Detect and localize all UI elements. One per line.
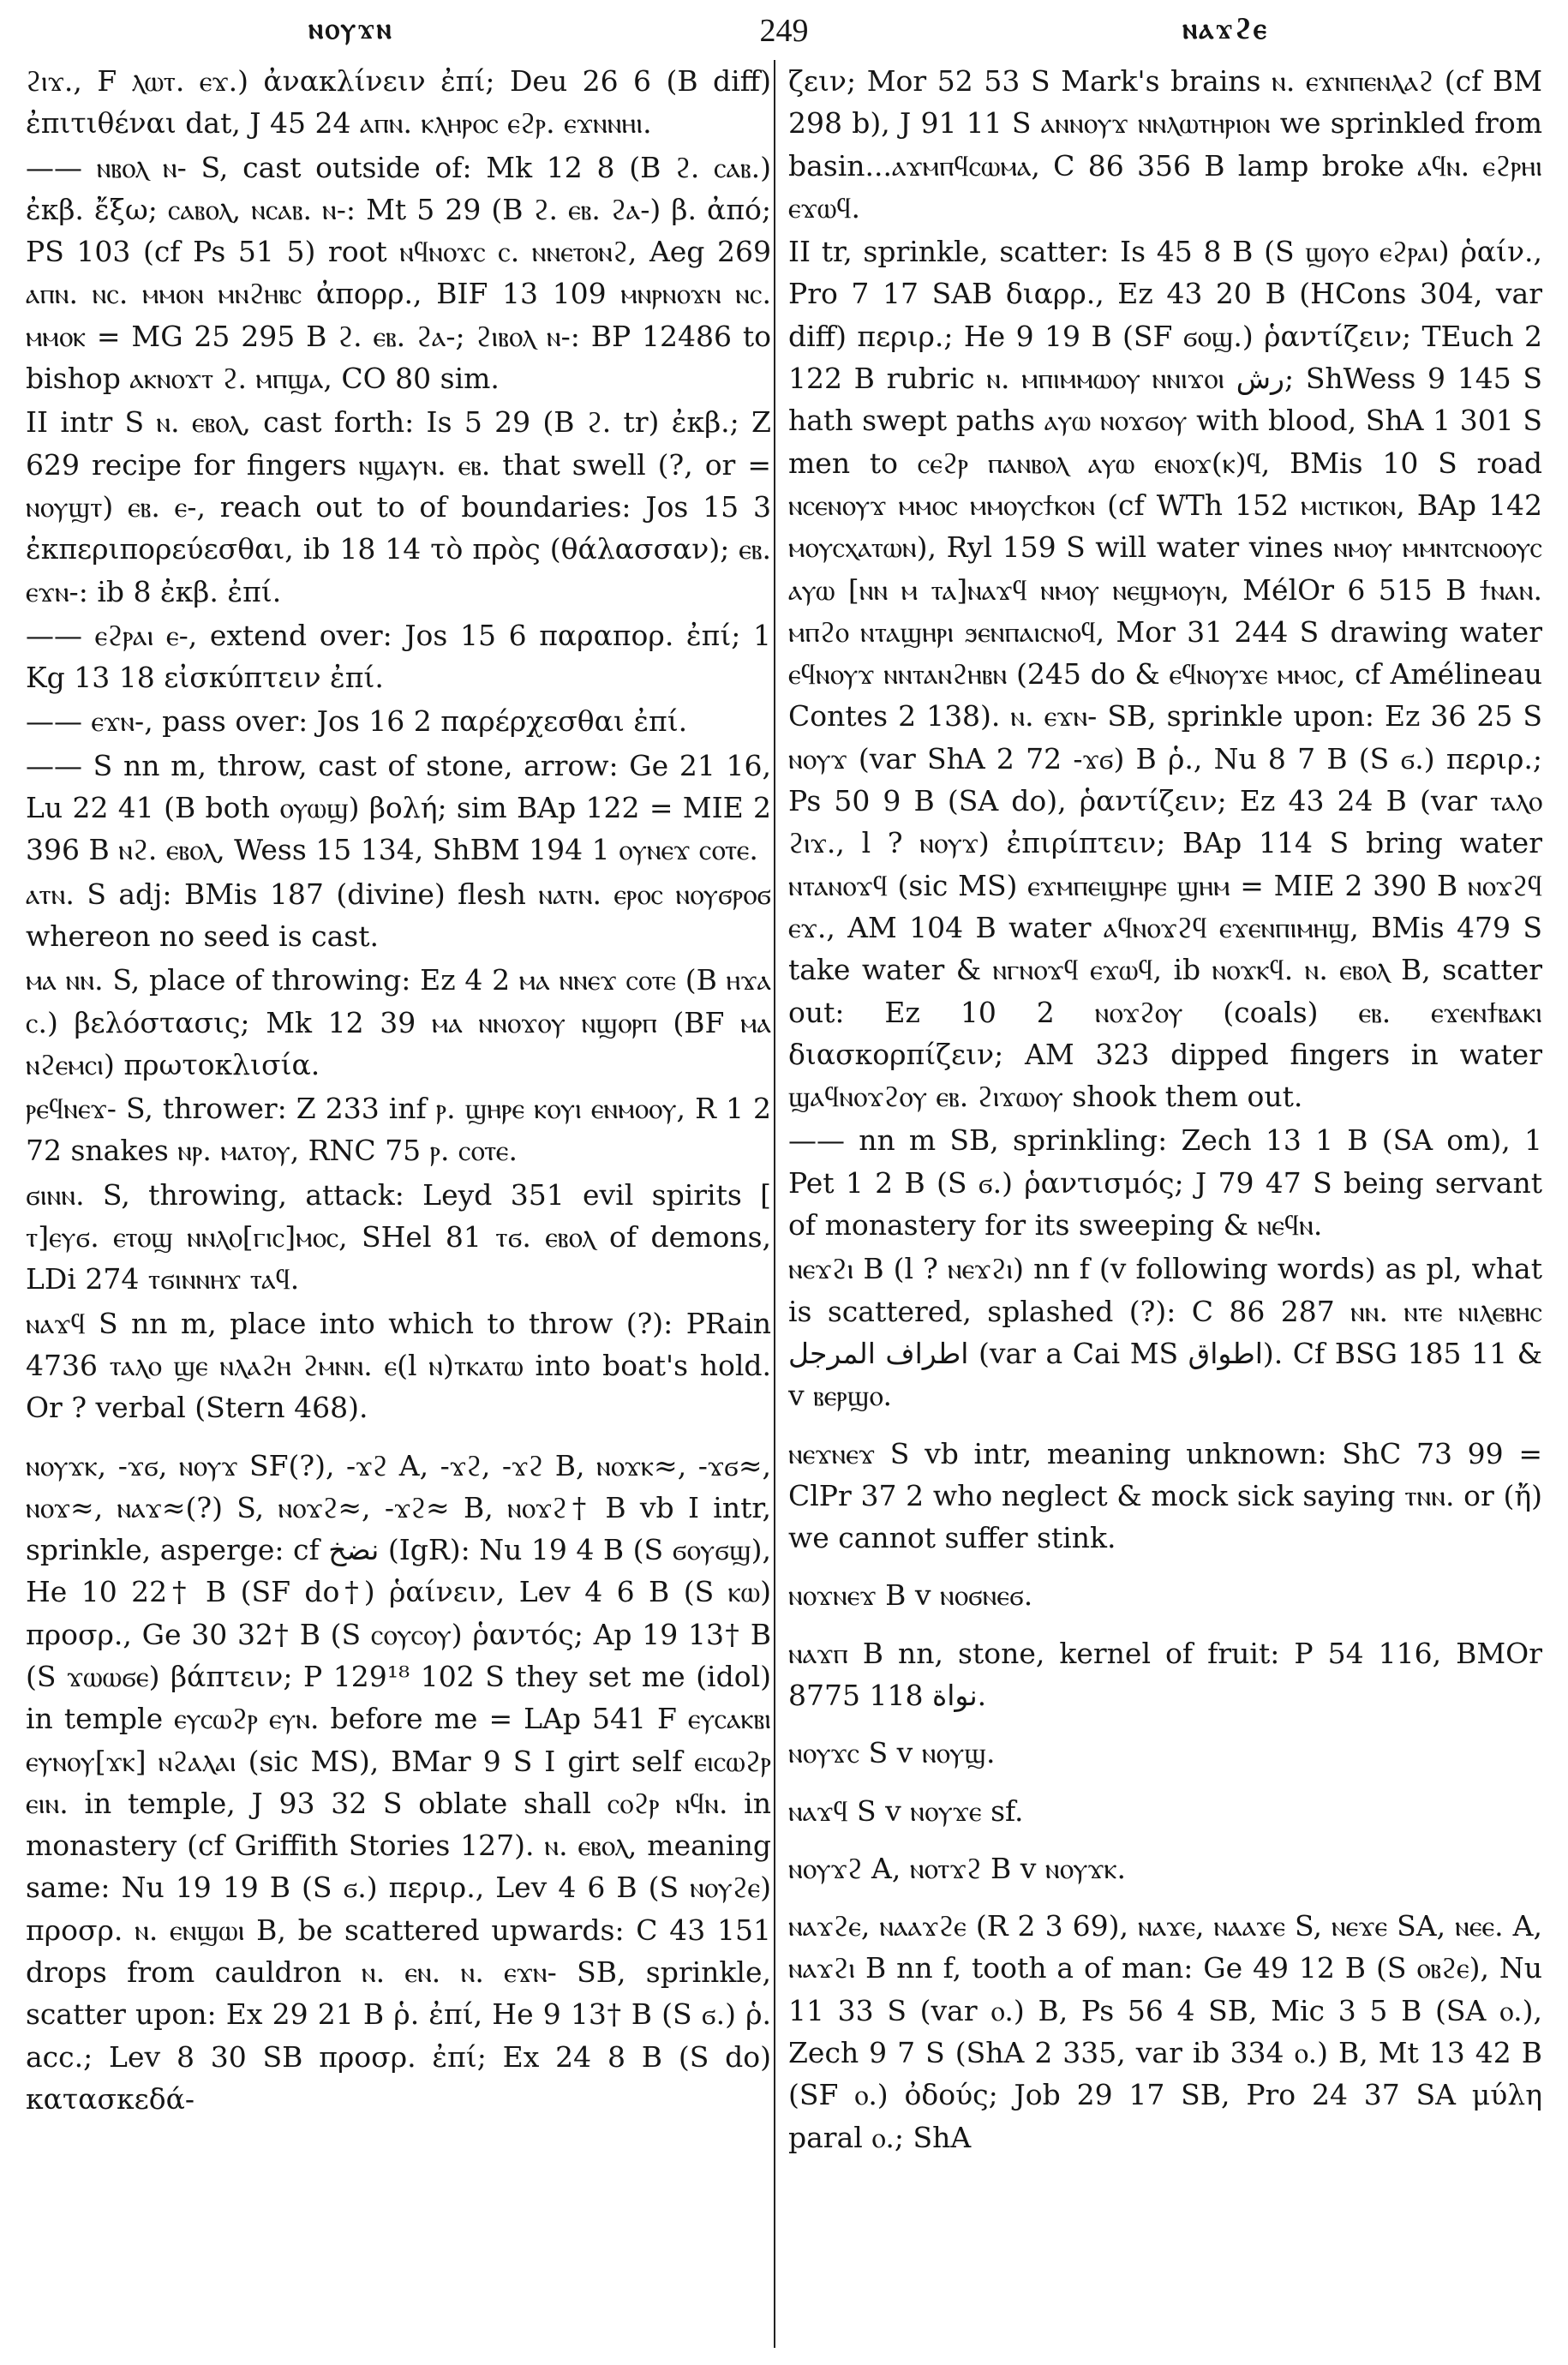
right-column (788, 60, 1542, 2356)
entry-paragraph: ζειν; Mor 52 53 S Mark's brains ⲛ. ⲉϫⲛⲡⲉⲛⲗⲁϩ (cf BM 298 b), J 91 11 S ⲁⲛⲛⲟⲩϫ ⲛⲛⲗⲱⲧⲏⲣⲓⲟⲛ we sprinkled from basin...ⲁϫⲙⲡϥⲥⲱⲙⲁ, C 86 356 B lamp broke ⲁϥⲛ. ⲉϩⲣⲏⲓ ⲉϫⲱϥ. (788, 64, 1542, 225)
entry-paragraph: ⲙⲁ ⲛⲛ. S, place of throwing: Ez 4 2 ⲙⲁ ⲛⲛⲉϫ ⲥⲟⲧⲉ (B ⲏϫⲁ ⲥ.) βελόστασις; Mk 12 39 ⲙⲁ ⲛⲛⲟϫⲟⲩ ⲛϣⲟⲣⲡ (BF ⲙⲁ ⲛϩⲉⲙⲥⲓ) πρωτοκλισία. (26, 963, 771, 1081)
entry-headword-paragraph: ⲛⲁϫϩⲉ, ⲛⲁⲁϫϩⲉ (R 2 3 69), ⲛⲁϫⲉ, ⲛⲁⲁϫⲉ S, ⲛⲉϫⲉ SA, ⲛⲉⲉ. A, ⲛⲁϫϩⲓ B nn f, tooth a of man: Ge 49 12 B (S ⲟⲃϩⲉ), Nu 11 33 S (var ⲟ.) B, Ps 56 4 SB, Mic 3 5 B (SA ⲟ.), Zech 9 7 S (ShA 2 335, var ib 334 ⲟ.) B, Mt 13 42 B (SF ⲟ.) ὀδούς; Job 29 17 SB, Pro 24 37 SA μύλη paral ⲟ.; ShA (788, 1909, 1542, 2154)
entry-paragraph: —— ⲉϩⲣⲁⲓ ⲉ-, extend over: Jos 15 6 παραπορ. ἐπί; 1 Kg 13 18 εἰσκύπτειν ἐπί. (26, 618, 771, 695)
entry-paragraph: ϩⲓϫ., F ⲗⲱⲧ. ⲉϫ.) ἀνακλίνειν ἐπί; Deu 26 6 (B diff) ἐπιτιθέναι dat, J 45 24 ⲁⲡⲛ. ⲕⲗⲏⲣⲟⲥ ⲉϩⲣ. ⲉϫⲛⲛⲏⲓ. (26, 64, 771, 141)
page-header (26, 9, 1542, 50)
entry-crossref: ⲛⲟϫⲛⲉϫ B v ⲛⲟϭⲛⲉϭ. (788, 1578, 1033, 1613)
left-column (26, 60, 771, 2356)
running-head-left: ⲛⲟⲩϫⲛ (308, 14, 393, 45)
entry-crossref: ⲛⲟⲩϫⲥ S v ⲛⲟⲩϣ. (788, 1736, 996, 1770)
entry-paragraph: ⲁⲧⲛ. S adj: BMis 187 (divine) flesh ⲛⲁⲧⲛ. ⲉⲣⲟⲥ ⲛⲟⲩϭⲣⲟϭ whereon no seed is cast. (26, 877, 771, 953)
entry-paragraph: ⲛⲉϫϩⲓ B (l ? ⲛⲉϫϩⲓ) nn f (v following words) as pl, what is scattered, splashed (?): C 86 287 ⲛⲛ. ⲛⲧⲉ ⲛⲓⲗⲉⲃⲏⲥ اطراف المرجل (var a Cai MS اطواق). Cf BSG 185 11 & v ⲃⲉⲣϣⲟ. (788, 1252, 1542, 1413)
entry-paragraph: II intr S ⲛ. ⲉⲃⲟⲗ, cast forth: Is 5 29 (B ϩ. tr) ἐκβ.; Z 629 recipe for fingers ⲛϣⲁⲩⲛ. ⲉⲃ. that swell (?, or = ⲛⲟⲩϣⲧ) ⲉⲃ. ⲉ-, reach out to of boundaries: Jos 15 3 ἐκπεριπορεύεσθαι, ib 18 14 τὸ πρὸς (θάλασσαν); ⲉⲃ. ⲉϫⲛ-: ib 8 ἐκβ. ἐπί. (26, 405, 771, 608)
column-divider (774, 60, 775, 2348)
entry-headword-paragraph: ⲛⲉϫⲛⲉϫ S vb intr, meaning unknown: ShC 73 99 = ClPr 37 2 who neglect & mock sick saying ⲧⲛⲛ. or (ἤ) we cannot suffer stink. (788, 1436, 1542, 1555)
entry-paragraph: —— S nn m, throw, cast of stone, arrow: Ge 21 16, Lu 22 41 (B both ⲟⲩⲱϣ) βολή; sim BAp 122 = MIE 2 396 B ⲛϩ. ⲉⲃⲟⲗ, Wess 15 134, ShBM 194 1 ⲟⲩⲛⲉϫ ⲥⲟⲧⲉ. (26, 748, 771, 867)
entry-paragraph: —— nn m SB, sprinkling: Zech 13 1 B (SA om), 1 Pet 1 2 B (S ϭ.) ῥαντισμός; J 79 47 S being servant of monastery for its sweeping & ⲛⲉϥⲛ. (788, 1123, 1542, 1242)
entry-paragraph: ⲣⲉϥⲛⲉϫ- S, thrower: Z 233 inf ⲣ. ϣⲏⲣⲉ ⲕⲟⲩⲓ ⲉⲛⲙⲟⲟⲩ, R 1 2 72 snakes ⲛⲣ. ⲙⲁⲧⲟⲩ, RNC 75 ⲣ. ⲥⲟⲧⲉ. (26, 1092, 771, 1168)
entry-headword-paragraph: ⲛⲟⲩϫⲕ, -ϫϭ, ⲛⲟⲩϫ SF(?), -ϫϩ A, -ϫϩ, -ϫϩ B, ⲛⲟϫⲕ≈, -ϫϭ≈, ⲛⲟϫ≈, ⲛⲁϫ≈(?) S, ⲛⲟϫϩ≈, -ϫϩ≈ B, ⲛⲟϫϩ† B vb I intr, sprinkle, asperge: cf ﻧﻀﺦ (IgR): Nu 19 4 B (S ϭⲟⲩϭϣ), He 10 22† B (SF do†) ῥαίνειν, Lev 4 6 B (S ⲕⲱ) προσρ., Ge 30 32† B (S ⲥⲟⲩⲥⲟⲩ) ῥαντός; Ap 19 13† B (S ϫⲱⲱϭⲉ) βάπτειν; P 129¹⁸ 102 S they set me (idol) in temple ⲉⲩⲥⲱϩⲣ ⲉⲩⲛ. before me = LAp 541 F ⲉⲩⲥⲁⲕⲃⲓ ⲉⲩⲛⲟⲩ[ϫⲕ] ⲛϩⲁⲗⲁⲓ (sic MS), BMar 9 S I girt self ⲉⲓⲥⲱϩⲣ ⲉⲓⲛ. in temple, J 93 32 S oblate shall ⲥⲟϩⲣ ⲛϥⲛ. in monastery (cf Griffith Stories 127). ⲛ. ⲉⲃⲟⲗ, meaning same: Nu 19 19 B (S ϭ.) περιρ., Lev 4 6 B (S ⲛⲟⲩϩⲉ) προσρ. ⲛ. ⲉⲛϣⲱⲓ B, be scattered upwards: C 43 151 drops from cauldron ⲛ. ⲉⲛ. ⲛ. ⲉϫⲛ- SB, sprinkle, scatter upon: Ex 29 21 B ῥ. ἐπί, He 9 13† B (S ϭ.) ῥ. acc.; Lev 8 30 SB προσρ. ἐπί; Ex 24 8 B (S do) κατασκεδά- (26, 1448, 771, 2116)
entry-headword-paragraph: ⲛⲁϫⲡ B nn, stone, kernel of fruit: P 54 116, BMOr 8775 118 نواة. (788, 1636, 1542, 1712)
running-head-right: ⲛⲁϫϩⲉ (1182, 14, 1268, 45)
entry-crossref: ⲛⲟⲩϫϩ A, ⲛⲟⲧϫϩ B v ⲛⲟⲩϫⲕ. (788, 1851, 1127, 1885)
entry-paragraph: ϭⲓⲛⲛ. S, throwing, attack: Leyd 351 evil spirits [ ⲧ]ⲉⲩϭ. ⲉⲧⲟϣ ⲛⲛⲗⲟ[ⲅⲓⲥ]ⲙⲟⲥ, SHel 81 ⲧϭ. ⲉⲃⲟⲗ of demons, LDi 274 ⲧϭⲓⲛⲛⲏϫ ⲧⲁϥ. (26, 1177, 771, 1296)
entry-paragraph: —— ⲉϫⲛ-, pass over: Jos 16 2 παρέρχεσθαι ἐπί. (26, 704, 688, 739)
entry-paragraph: —— ⲛⲃⲟⲗ ⲛ- S, cast outside of: Mk 12 8 (B ϩ. ⲥⲁⲃ.) ἐκβ. ἔξω; ⲥⲁⲃⲟⲗ, ⲛⲥⲁⲃ. ⲛ-: Mt 5 29 (B ϩ. ⲉⲃ. ϩⲁ-) β. ἀπό; PS 103 (cf Ps 51 5) root ⲛϥⲛⲟϫⲥ ⲥ. ⲛⲛⲉⲧⲟⲛϩ, Aeg 269 ⲁⲡⲛ. ⲛⲥ. ⲙⲙⲟⲛ ⲙⲛϩⲏⲃⲥ ἀπορρ., BIF 13 109 ⲙⲛⲣⲛⲟϫⲛ ⲛⲥ. ⲙⲙⲟⲕ = MG 25 295 B ϩ. ⲉⲃ. ϩⲁ-; ϩⲓⲃⲟⲗ ⲛ-: BP 12486 to bishop ⲁⲕⲛⲟϫⲧ ϩ. ⲙⲡϣⲁ, CO 80 sim. (26, 150, 771, 396)
page-number: 249 (759, 13, 809, 49)
entry-paragraph: ⲛⲁϫϥ S nn m, place into which to throw (?): PRain 4736 ⲧⲁⲗⲟ ϣⲉ ⲛⲗⲁϩⲏ ϩⲙⲛⲛ. ⲉ(l ⲛ)ⲧⲕⲁⲧⲱ into boat's hold. Or ? verbal (Stern 468). (26, 1306, 771, 1425)
entry-paragraph: II tr, sprinkle, scatter: Is 45 8 B (S ϣⲟⲩⲟ ⲉϩⲣⲁⲓ) ῥαίν., Pro 7 17 SAB διαρρ., Ez 43 20 B (HCons 304, var diff) περιρ.; He 9 19 B (SF ϭⲟϣ.) ῥαντίζειν; TEuch 2 122 B rubric ⲛ. ⲙⲡⲓⲙⲙⲱⲟⲩ ⲛⲛⲓϫⲟⲓ رش; ShWess 9 145 S hath swept paths ⲁⲩⲱ ⲛⲟϫϭⲟⲩ with blood, ShA 1 301 S men to ⲥⲉϩⲣ ⲡⲁⲛⲃⲟⲗ ⲁⲩⲱ ⲉⲛⲟϫ(ⲕ)ϥ, BMis 10 S road ⲛⲥⲉⲛⲟⲩϫ ⲙⲙⲟⲥ ⲙⲙⲟⲩⲥϯⲕⲟⲛ (cf WTh 152 ⲙⲓⲥⲧⲓⲕⲟⲛ, BAp 142 ⲙⲟⲩⲥⲭⲁⲧⲱⲛ), Ryl 159 S will water vines ⲛⲙⲟⲩ ⲙⲙⲛⲧⲥⲛⲟⲟⲩⲥ ⲁⲩⲱ [ⲛⲛ ⲙ ⲧⲁ]ⲛⲁϫϥ ⲛⲙⲟⲩ ⲛⲉϣⲙⲟⲩⲛ, MélOr 6 515 B ϯⲛⲁⲛ. ⲙⲡϩⲟ ⲛⲧⲁϣⲏⲣⲓ ϧⲉⲛⲡⲁⲓⲥⲛⲟϥ, Mor 31 244 S drawing water ⲉϥⲛⲟⲩϫ ⲛⲛⲧⲁⲛϩⲏⲃⲛ (245 do & ⲉϥⲛⲟⲩϫⲉ ⲙⲙⲟⲥ, cf Amélineau Contes 2 138). ⲛ. ⲉϫⲛ- SB, sprinkle upon: Ez 36 25 S ⲛⲟⲩϫ (var ShA 2 72 -ϫϭ) B ῥ., Nu 8 7 B (S ϭ.) περιρ.; Ps 50 9 B (SA do), ῥαντίζειν; Ez 43 24 B (var ⲧⲁⲗⲟ ϩⲓϫ., l ? ⲛⲟⲩϫ) ἐπιρίπτειν; BAp 114 S bring water ⲛⲧⲁⲛⲟϫϥ (sic MS) ⲉϫⲙⲡⲉⲓϣⲏⲣⲉ ϣⲏⲙ = MIE 2 390 B ⲛⲟϫϩϥ ⲉϫ., AM 104 B water ⲁϥⲛⲟϫϩϥ ⲉϫⲉⲛⲡⲓⲙⲏϣ, BMis 479 S take water & ⲛⲅⲛⲟϫϥ ⲉϫⲱϥ, ib ⲛⲟϫⲕϥ. ⲛ. ⲉⲃⲟⲗ B, scatter out: Ez 10 2 ⲛⲟϫϩⲟⲩ (coals) ⲉⲃ. ⲉϫⲉⲛϯⲃⲁⲕⲓ διασκορπίζειν; AM 323 dipped fingers in water ϣⲁϥⲛⲟϫϩⲟⲩ ⲉⲃ. ϩⲓϫⲱⲟⲩ shook them out. (788, 235, 1542, 1114)
entry-crossref: ⲛⲁϫϥ S v ⲛⲟⲩϫⲉ sf. (788, 1793, 1024, 1828)
